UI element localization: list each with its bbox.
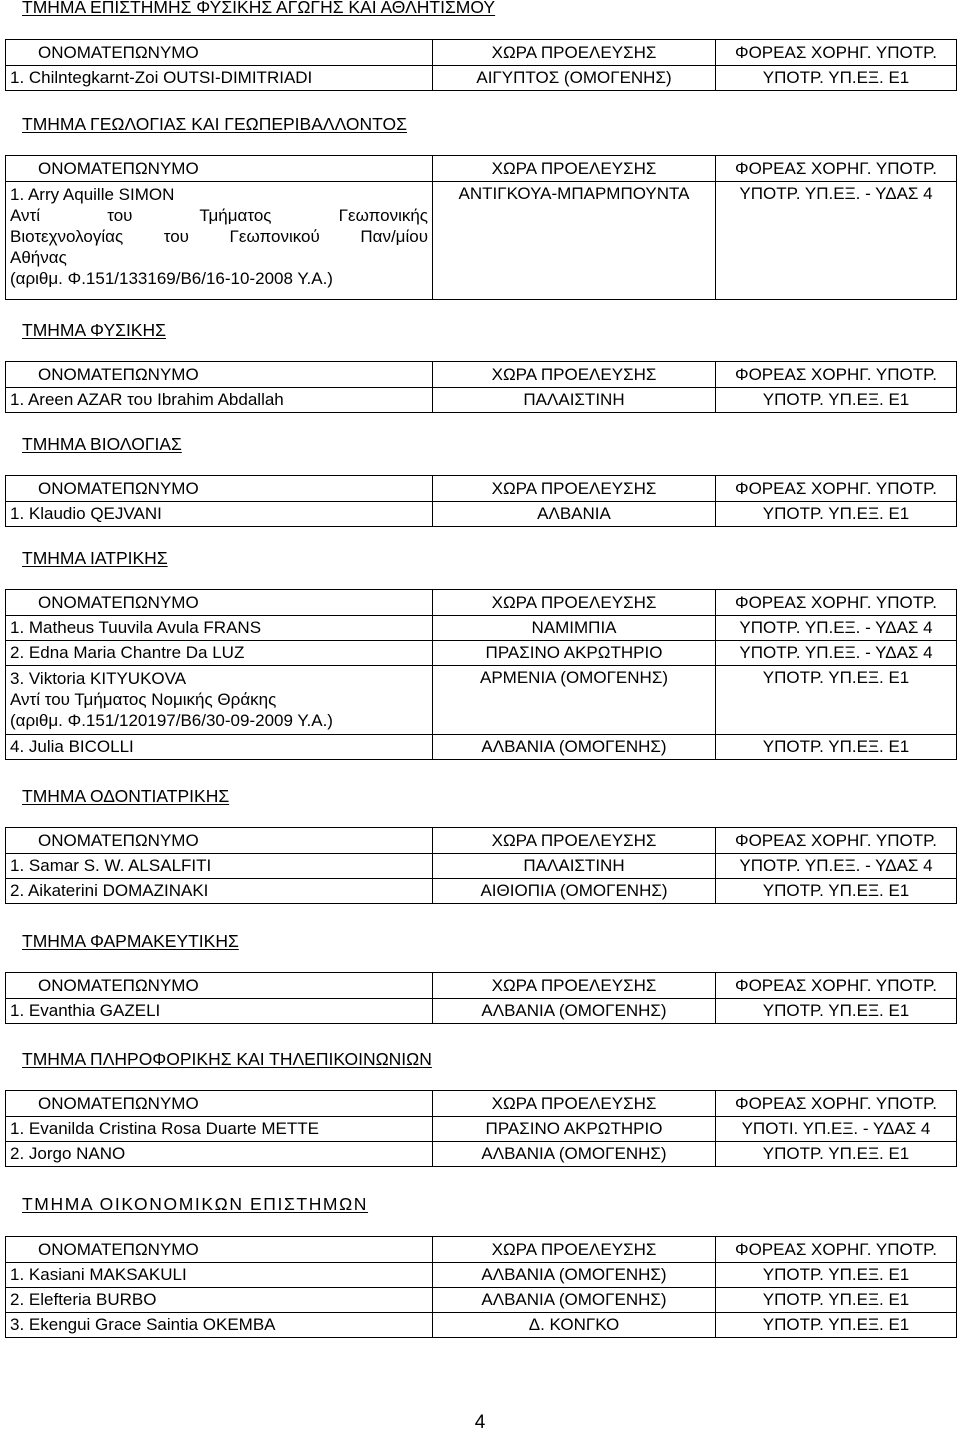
students-table: [5, 589, 957, 760]
header-name: ΟΝΟΜΑΤΕΠΩΝΥΜΟ: [6, 828, 433, 854]
student-name: 2. Elefteria BURBO: [6, 1288, 433, 1313]
table-row: [6, 182, 957, 300]
table-row: [6, 1117, 957, 1142]
student-name: 2. Aikaterini DOMAZINAKI: [6, 879, 433, 904]
student-name: 2. Edna Maria Chantre Da LUZ: [6, 641, 433, 666]
student-name: 1. Evanilda Cristina Rosa Duarte METTE: [6, 1117, 433, 1142]
table-row: [6, 388, 957, 413]
section-title: ΤΜΗΜΑ ΦΥΣΙΚΗΣ: [22, 320, 166, 340]
students-table: [5, 1090, 957, 1167]
table-row: [6, 1313, 957, 1338]
header-name: ΟΝΟΜΑΤΕΠΩΝΥΜΟ: [6, 1091, 433, 1117]
student-name: 1. Matheus Tuuvila Avula FRANS: [6, 616, 433, 641]
section-title: ΤΜΗΜΑ ΕΠΙΣΤΗΜΗΣ ΦΥΣΙΚΗΣ ΑΓΩΓΗΣ ΚΑΙ ΑΘΛΗΤΙΣΜΟΥ: [22, 0, 496, 17]
section-title: ΤΜΗΜΑ ΙΑΤΡΙΚΗΣ: [22, 548, 168, 568]
student-name: 1. Evanthia GAZELI: [6, 999, 433, 1024]
transfer-note-line: Αθήνας: [10, 248, 67, 267]
student-funding: ΥΠΟΤΡ. ΥΠ.ΕΞ. - ΥΔΑΣ 4: [716, 854, 957, 879]
student-funding: ΥΠΟΤΡ. ΥΠ.ΕΞ. - ΥΔΑΣ 4: [716, 616, 957, 641]
transfer-note-line: Βιοτεχνολογίας του Γεωπονικού Παν/μίου: [10, 227, 428, 246]
student-country: ΠΑΛΑΙΣΤΙΝΗ: [433, 388, 716, 413]
student-funding: ΥΠΟΤΡ. ΥΠ.ΕΞ. Ε1: [716, 1142, 957, 1167]
header-funding: ΦΟΡΕΑΣ ΧΟΡΗΓ. ΥΠΟΤΡ.: [716, 828, 957, 854]
header-country: ΧΩΡΑ ΠΡΟΕΛΕΥΣΗΣ: [433, 973, 716, 999]
student-funding: ΥΠΟΤΡ. ΥΠ.ΕΞ. Ε1: [716, 388, 957, 413]
header-country: ΧΩΡΑ ΠΡΟΕΛΕΥΣΗΣ: [433, 156, 716, 182]
student-country: ΠΡΑΣΙΝΟ ΑΚΡΩΤΗΡΙΟ: [433, 641, 716, 666]
header-funding: ΦΟΡΕΑΣ ΧΟΡΗΓ. ΥΠΟΤΡ.: [716, 590, 957, 616]
students-table: [5, 39, 957, 91]
student-funding: ΥΠΟΤΡ. ΥΠ.ΕΞ. Ε1: [716, 1263, 957, 1288]
header-name: ΟΝΟΜΑΤΕΠΩΝΥΜΟ: [6, 590, 433, 616]
section-title: ΤΜΗΜΑ ΓΕΩΛΟΓΙΑΣ ΚΑΙ ΓΕΩΠΕΡΙΒΑΛΛΟΝΤΟΣ: [22, 114, 407, 134]
student-name: 1. Klaudio QEJVANI: [6, 502, 433, 527]
header-funding: ΦΟΡΕΑΣ ΧΟΡΗΓ. ΥΠΟΤΡ.: [716, 973, 957, 999]
student-funding: ΥΠΟΤΡ. ΥΠ.ΕΞ. Ε1: [716, 735, 957, 760]
student-country: ΑΛΒΑΝΙΑ (ΟΜΟΓΕΝΗΣ): [433, 1142, 716, 1167]
student-country: ΑΙΘΙΟΠΙΑ (ΟΜΟΓΕΝΗΣ): [433, 879, 716, 904]
student-country: ΑΝΤΙΓΚΟΥΑ-ΜΠΑΡΜΠΟΥΝΤΑ: [433, 182, 716, 300]
header-funding: ΦΟΡΕΑΣ ΧΟΡΗΓ. ΥΠΟΤΡ.: [716, 1091, 957, 1117]
section-title: ΤΜΗΜΑ ΟΔΟΝΤΙΑΤΡΙΚΗΣ: [22, 786, 230, 806]
student-funding: ΥΠΟΤΡ. ΥΠ.ΕΞ. Ε1: [716, 999, 957, 1024]
transfer-note-line: Αντί του Τμήματος Γεωπονικής: [10, 206, 428, 225]
student-funding: ΥΠΟΤΡ. ΥΠ.ΕΞ. Ε1: [716, 666, 957, 735]
student-funding: ΥΠΟΤΡ. ΥΠ.ΕΞ. Ε1: [716, 1313, 957, 1338]
student-country: ΝΑΜΙΜΠΙΑ: [433, 616, 716, 641]
table-row: [6, 1288, 957, 1313]
table-header-row: [6, 828, 957, 854]
header-name: ΟΝΟΜΑΤΕΠΩΝΥΜΟ: [6, 156, 433, 182]
student-name: 1. Arry Aquille SIMON: [10, 185, 175, 204]
table-row: [6, 999, 957, 1024]
table-row: [6, 66, 957, 91]
table-header-row: [6, 1091, 957, 1117]
student-country: ΑΙΓΥΠΤΟΣ (ΟΜΟΓΕΝΗΣ): [433, 66, 716, 91]
student-country: ΠΡΑΣΙΝΟ ΑΚΡΩΤΗΡΙΟ: [433, 1117, 716, 1142]
table-row: [6, 641, 957, 666]
student-funding: ΥΠΟΤΡ. ΥΠ.ΕΞ. Ε1: [716, 502, 957, 527]
student-cell: [6, 182, 433, 300]
header-country: ΧΩΡΑ ΠΡΟΕΛΕΥΣΗΣ: [433, 1237, 716, 1263]
table-row: [6, 735, 957, 760]
student-country: ΑΛΒΑΝΙΑ (ΟΜΟΓΕΝΗΣ): [433, 999, 716, 1024]
page-number: 4: [474, 1412, 486, 1433]
student-name: 3. Ekengui Grace Saintia OKEMBA: [6, 1313, 433, 1338]
student-funding: ΥΠΟΤΡ. ΥΠ.ΕΞ. Ε1: [716, 879, 957, 904]
table-row: [6, 1263, 957, 1288]
header-country: ΧΩΡΑ ΠΡΟΕΛΕΥΣΗΣ: [433, 590, 716, 616]
table-header-row: [6, 1237, 957, 1263]
table-header-row: [6, 590, 957, 616]
decision-reference: (αριθμ. Φ.151/120197/Β6/30-09-2009 Υ.Α.): [10, 711, 333, 730]
header-country: ΧΩΡΑ ΠΡΟΕΛΕΥΣΗΣ: [433, 476, 716, 502]
header-name: ΟΝΟΜΑΤΕΠΩΝΥΜΟ: [6, 40, 433, 66]
header-name: ΟΝΟΜΑΤΕΠΩΝΥΜΟ: [6, 476, 433, 502]
table-header-row: [6, 362, 957, 388]
table-header-row: [6, 40, 957, 66]
header-country: ΧΩΡΑ ΠΡΟΕΛΕΥΣΗΣ: [433, 828, 716, 854]
header-country: ΧΩΡΑ ΠΡΟΕΛΕΥΣΗΣ: [433, 40, 716, 66]
student-country: ΑΡΜΕΝΙΑ (ΟΜΟΓΕΝΗΣ): [433, 666, 716, 735]
table-row: [6, 616, 957, 641]
student-country: ΠΑΛΑΙΣΤΙΝΗ: [433, 854, 716, 879]
section-title: ΤΜΗΜΑ ΒΙΟΛΟΓΙΑΣ: [22, 434, 182, 454]
section-title: ΤΜΗΜΑ ΠΛΗΡΟΦΟΡΙΚΗΣ ΚΑΙ ΤΗΛΕΠΙΚΟΙΝΩΝΙΩΝ: [22, 1049, 432, 1069]
header-funding: ΦΟΡΕΑΣ ΧΟΡΗΓ. ΥΠΟΤΡ.: [716, 40, 957, 66]
student-name: 1. Kasiani MAKSAKULI: [6, 1263, 433, 1288]
student-funding: ΥΠΟΤΡ. ΥΠ.ΕΞ. - ΥΔΑΣ 4: [716, 641, 957, 666]
header-name: ΟΝΟΜΑΤΕΠΩΝΥΜΟ: [6, 973, 433, 999]
student-funding: ΥΠΟΤΡ. ΥΠ.ΕΞ. - ΥΔΑΣ 4: [716, 182, 957, 300]
students-table: [5, 1236, 957, 1338]
student-country: ΑΛΒΑΝΙΑ (ΟΜΟΓΕΝΗΣ): [433, 1263, 716, 1288]
student-name: 1. Samar S. W. ALSALFITI: [6, 854, 433, 879]
table-row: [6, 879, 957, 904]
header-funding: ΦΟΡΕΑΣ ΧΟΡΗΓ. ΥΠΟΤΡ.: [716, 362, 957, 388]
table-header-row: [6, 973, 957, 999]
header-country: ΧΩΡΑ ΠΡΟΕΛΕΥΣΗΣ: [433, 1091, 716, 1117]
table-row: [6, 502, 957, 527]
student-name: 2. Jorgo NANO: [6, 1142, 433, 1167]
student-country: ΑΛΒΑΝΙΑ (ΟΜΟΓΕΝΗΣ): [433, 1288, 716, 1313]
table-row: [6, 1142, 957, 1167]
students-table: [5, 155, 957, 300]
table-row: [6, 854, 957, 879]
student-funding: ΥΠΟΤΡ. ΥΠ.ΕΞ. Ε1: [716, 66, 957, 91]
student-funding: ΥΠΟΤΡ. ΥΠ.ΕΞ. Ε1: [716, 1288, 957, 1313]
student-name: 1. Areen AZAR του Ibrahim Abdallah: [6, 388, 433, 413]
student-name: 4. Julia BICOLLI: [6, 735, 433, 760]
header-name: ΟΝΟΜΑΤΕΠΩΝΥΜΟ: [6, 1237, 433, 1263]
transfer-note-line: Αντί του Τμήματος Νομικής Θράκης: [10, 690, 277, 709]
header-funding: ΦΟΡΕΑΣ ΧΟΡΗΓ. ΥΠΟΤΡ.: [716, 476, 957, 502]
students-table: [5, 475, 957, 527]
table-row: [6, 666, 957, 735]
students-table: [5, 972, 957, 1024]
student-country: ΑΛΒΑΝΙΑ (ΟΜΟΓΕΝΗΣ): [433, 735, 716, 760]
header-country: ΧΩΡΑ ΠΡΟΕΛΕΥΣΗΣ: [433, 362, 716, 388]
student-name: 3. Viktoria KITYUKOVA: [10, 669, 187, 688]
student-country: Δ. ΚΟΝΓΚΟ: [433, 1313, 716, 1338]
table-header-row: [6, 476, 957, 502]
header-funding: ΦΟΡΕΑΣ ΧΟΡΗΓ. ΥΠΟΤΡ.: [716, 1237, 957, 1263]
decision-reference: (αριθμ. Φ.151/133169/Β6/16-10-2008 Υ.Α.): [10, 269, 333, 288]
table-header-row: [6, 156, 957, 182]
student-name: 1. Chilntegkarnt-Zoi OUTSI-DIMITRIADI: [6, 66, 433, 91]
section-title: ΤΜΗΜΑ ΟΙΚΟΝΟΜΙΚΩΝ ΕΠΙΣΤΗΜΩΝ: [22, 1194, 369, 1214]
student-country: ΑΛΒΑΝΙΑ: [433, 502, 716, 527]
students-table: [5, 361, 957, 413]
students-table: [5, 827, 957, 904]
student-cell: [6, 666, 433, 735]
student-funding: ΥΠΟΤΙ. ΥΠ.ΕΞ. - ΥΔΑΣ 4: [716, 1117, 957, 1142]
header-name: ΟΝΟΜΑΤΕΠΩΝΥΜΟ: [6, 362, 433, 388]
section-title: ΤΜΗΜΑ ΦΑΡΜΑΚΕΥΤΙΚΗΣ: [22, 931, 239, 951]
header-funding: ΦΟΡΕΑΣ ΧΟΡΗΓ. ΥΠΟΤΡ.: [716, 156, 957, 182]
